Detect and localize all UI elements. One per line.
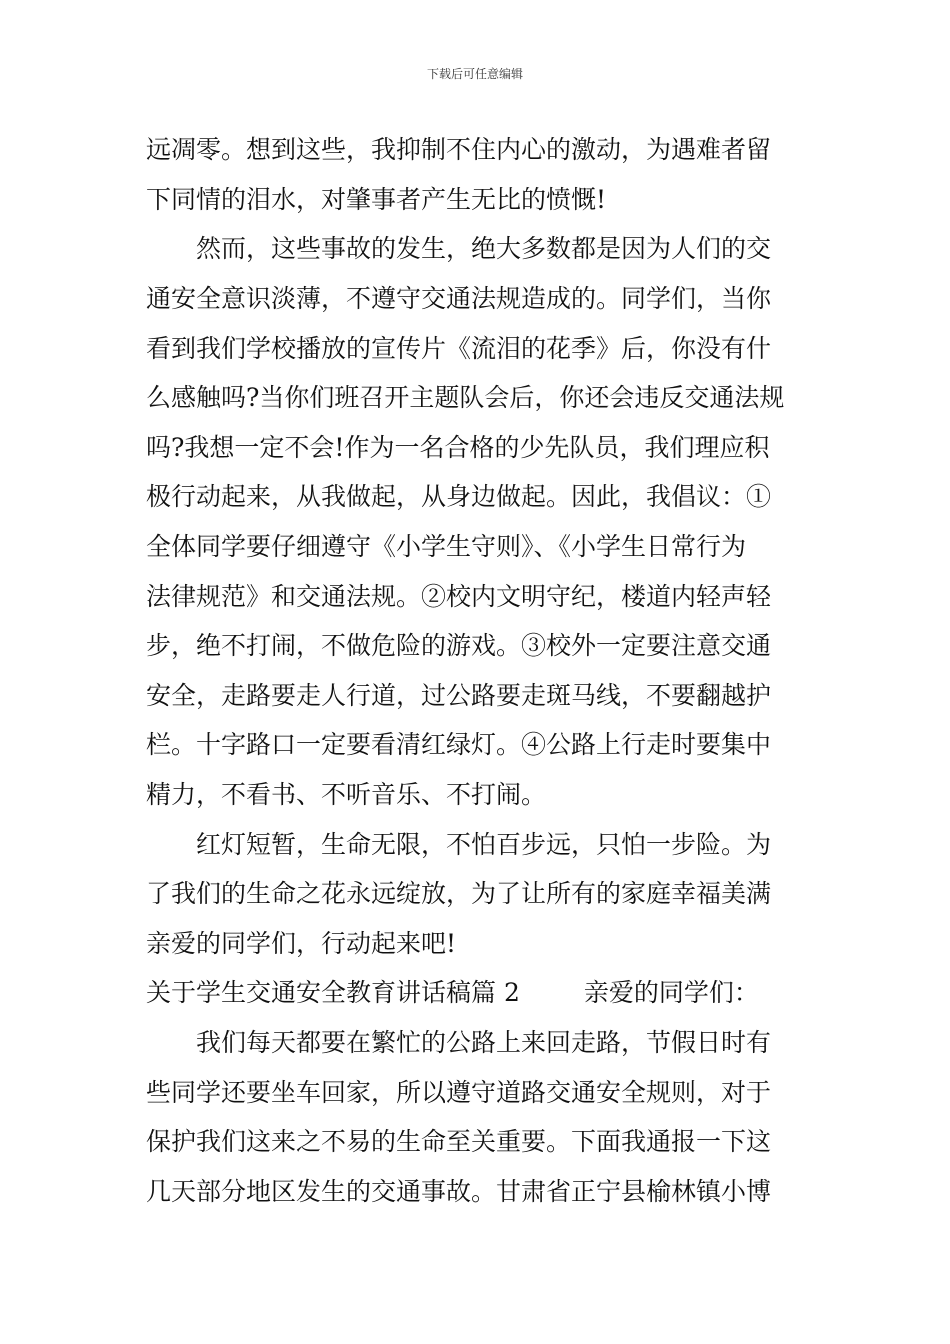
paragraph-4-line-1: 我们每天都要在繁忙的公路上来回走路，节假日时有 <box>196 1028 772 1057</box>
paragraph-2-line-11: 栏。十字路口一定要看清红绿灯。④公路上行走时要集中 <box>146 730 772 759</box>
paragraph-1-line-1: 远凋零。想到这些，我抑制不住内心的激动，为遇难者留 <box>146 135 772 164</box>
paragraph-1-line-2: 下同情的泪水，对肇事者产生无比的愤慨! <box>146 185 607 214</box>
paragraph-2-line-8: 法律规范》和交通法规。②校内文明守纪，楼道内轻声轻 <box>146 582 772 611</box>
paragraph-2-line-7: 全体同学要仔细遵守《小学生守则》、《小学生日常行为 <box>146 532 747 561</box>
paragraph-3-line-2: 了我们的生命之花永远绽放，为了让所有的家庭幸福美满 <box>146 879 772 908</box>
paragraph-4-line-4: 几天部分地区发生的交通事故。甘肃省正宁县榆林镇小博 <box>146 1177 772 1206</box>
paragraph-2-line-10: 安全，走路要走人行道，过公路要走斑马线，不要翻越护 <box>146 681 772 710</box>
section-greeting: 亲爱的同学们： <box>583 978 759 1007</box>
section-title: 关于学生交通安全教育讲话稿篇 2 <box>146 978 520 1007</box>
page-header-note: 下载后可任意编辑 <box>426 67 523 81</box>
paragraph-3-line-1: 红灯短暂，生命无限，不怕百步远，只怕一步险。为 <box>196 830 772 859</box>
paragraph-4-line-2: 些同学还要坐车回家，所以遵守道路交通安全规则，对于 <box>146 1078 772 1107</box>
paragraph-2-line-12: 精力，不看书、不听音乐、不打闹。 <box>146 780 547 809</box>
paragraph-2-line-4: 么感触吗?当你们班召开主题队会后，你还会违反交通法规 <box>146 383 785 412</box>
paragraph-2-line-2: 通安全意识淡薄，不遵守交通法规造成的。同学们，当你 <box>146 284 772 313</box>
paragraph-2-line-6: 极行动起来，从我做起，从身边做起。因此，我倡议：① <box>146 482 772 511</box>
paragraph-2-line-3: 看到我们学校播放的宣传片《流泪的花季》后，你没有什 <box>146 334 772 363</box>
section-heading <box>146 976 759 1010</box>
paragraph-4-line-3: 保护我们这来之不易的生命至关重要。下面我通报一下这 <box>146 1127 772 1156</box>
paragraph-2-line-5: 吗?我想一定不会!作为一名合格的少先队员，我们理应积 <box>146 433 770 462</box>
paragraph-2-line-9: 步，绝不打闹，不做危险的游戏。③校外一定要注意交通 <box>146 631 772 660</box>
paragraph-2-line-1: 然而，这些事故的发生，绝大多数都是因为人们的交 <box>196 234 772 263</box>
paragraph-3-line-3: 亲爱的同学们，行动起来吧! <box>146 929 457 958</box>
